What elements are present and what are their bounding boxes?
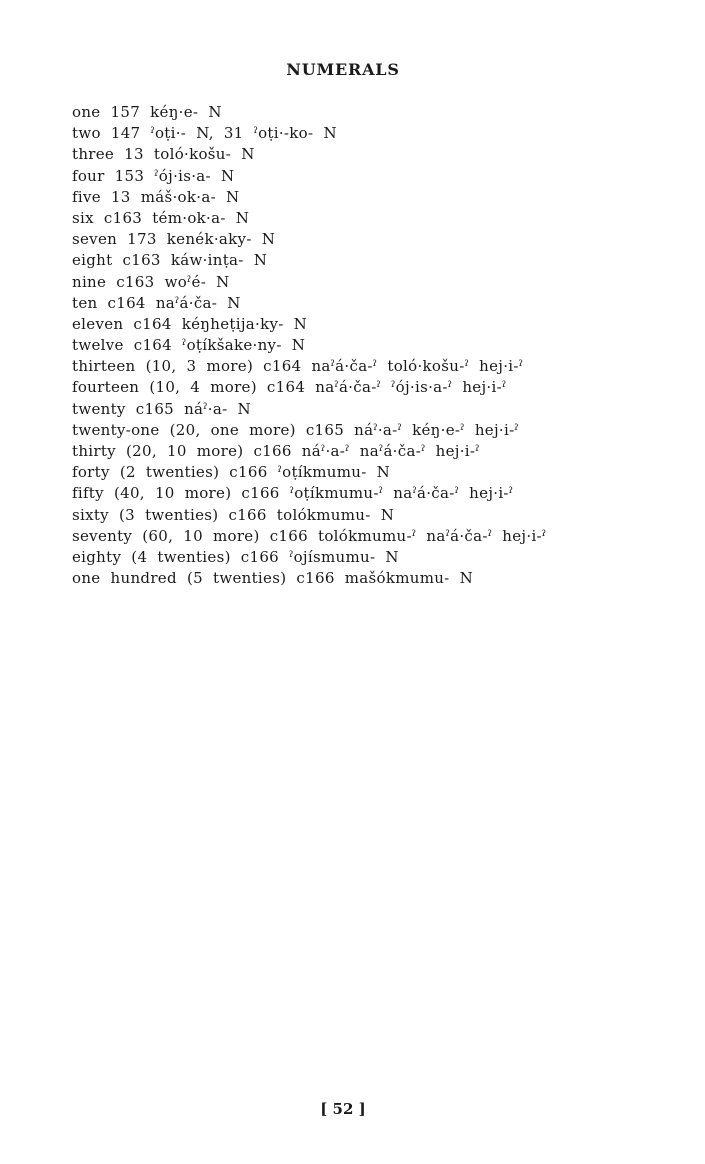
list-item: ten c164 naˀá·ča- N — [72, 293, 241, 312]
list-item: fifty (40, 10 more) c166 ˀoṭíkmumu-ˀ naˀá·ča-ˀ hej·i-ˀ — [72, 484, 514, 503]
list-item: five 13 máš·ok·a- N — [72, 187, 240, 206]
list-item: thirty (20, 10 more) c166 náˀ·a-ˀ naˀá·ča-ˀ hej·i-ˀ — [72, 442, 480, 460]
list-item: twenty c165 náˀ·a- N — [72, 399, 251, 418]
list-item: two 147 ˀoṭi·- N, 31 ˀoṭi·-ko- N — [72, 124, 337, 143]
numeral-list — [72, 102, 692, 589]
list-item: three 13 toló·košu- N — [72, 145, 255, 164]
list-item: nine c163 woˀé- N — [72, 272, 230, 291]
list-item: eleven c164 kéŋheṭija·ky- N — [72, 314, 308, 333]
list-item: eighty (4 twenties) c166 ˀojísmumu- N — [72, 547, 399, 566]
page-number: [ 52 ] — [320, 1100, 366, 1118]
list-item: six c163 tém·ok·a- N — [72, 208, 250, 227]
list-item: one 157 kéŋ·e- N — [72, 103, 222, 121]
list-item: one hundred (5 twenties) c166 mašókmumu- N — [72, 569, 474, 588]
list-item: sixty (3 twenties) c166 tolókmumu- N — [72, 505, 395, 524]
list-item: thirteen (10, 3 more) c164 naˀá·ča-ˀ toló·košu-ˀ hej·i-ˀ — [72, 357, 524, 376]
list-item: four 153 ˀój·is·a- N — [72, 166, 235, 185]
list-item: seven 173 kenék·aky- N — [72, 230, 276, 249]
list-item: seventy (60, 10 more) c166 tolókmumu-ˀ naˀá·ča-ˀ hej·i-ˀ — [72, 526, 547, 545]
list-item: twelve c164 ˀoṭíkšake·ny- N — [72, 336, 306, 355]
list-item: eight c163 káw·inṭa- N — [72, 251, 268, 270]
list-item: twenty-one (20, one more) c165 náˀ·a-ˀ kéŋ·e-ˀ hej·i-ˀ — [72, 420, 519, 439]
list-item: forty (2 twenties) c166 ˀoṭíkmumu- N — [72, 463, 391, 482]
page-title: NUMERALS — [286, 60, 400, 79]
list-item: fourteen (10, 4 more) c164 naˀá·ča-ˀ ˀój·is·a-ˀ hej·i-ˀ — [72, 378, 507, 397]
